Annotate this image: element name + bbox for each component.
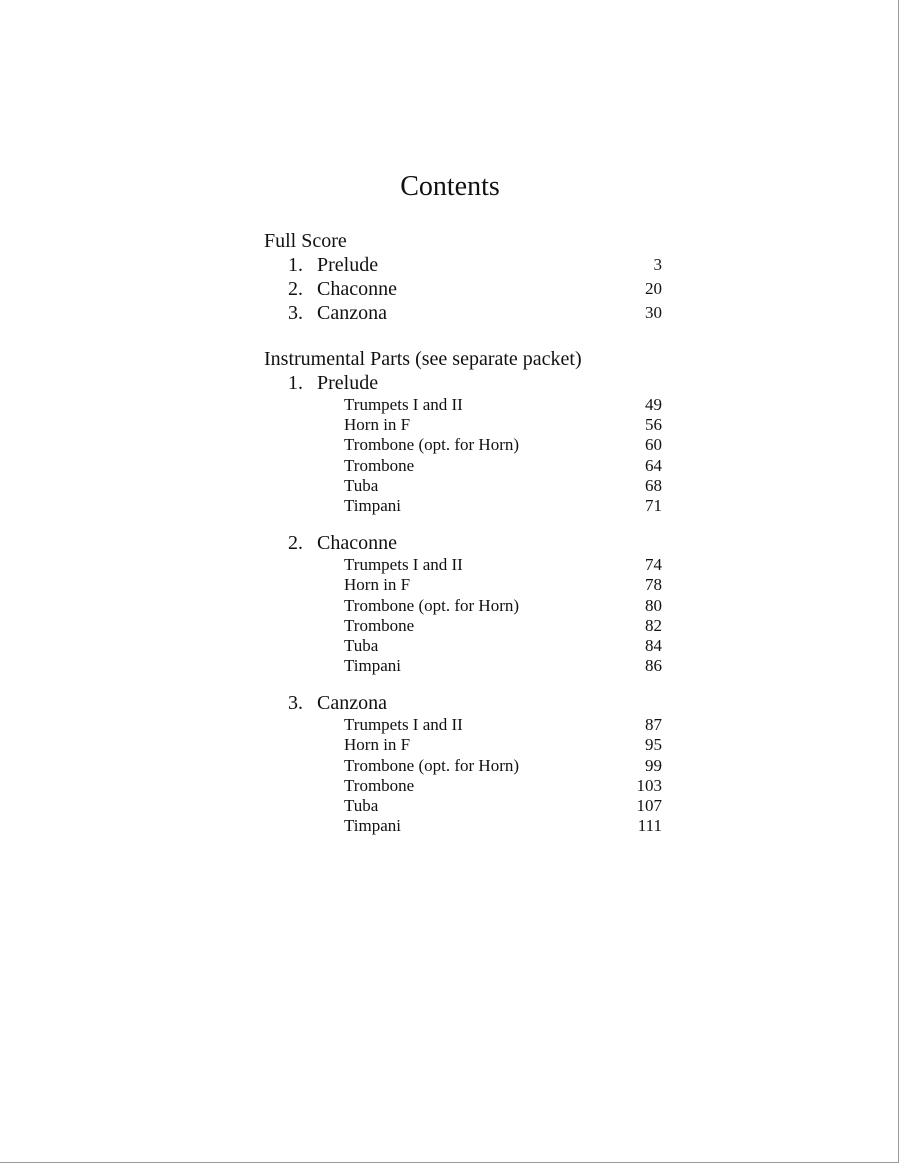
part-entry[interactable] (264, 796, 662, 816)
table-of-contents (264, 229, 662, 836)
movement-number: 1. (288, 372, 303, 394)
entry-page-number: 30 (645, 303, 662, 322)
part-entry[interactable] (264, 496, 662, 516)
part-page-number: 107 (636, 796, 662, 815)
instrumental-parts-heading: Instrumental Parts (see separate packet) (264, 348, 582, 370)
part-page-number: 111 (637, 816, 662, 836)
full-score-entry-chaconne[interactable] (264, 277, 662, 301)
part-label: Horn in F (344, 415, 411, 435)
part-entry[interactable] (264, 756, 662, 776)
full-score-entry-prelude[interactable] (264, 253, 662, 277)
part-page-number: 87 (645, 715, 662, 735)
part-page-number: 99 (645, 755, 662, 775)
part-entry[interactable] (264, 596, 662, 616)
part-entry[interactable] (264, 395, 662, 415)
part-page-number: 49 (645, 395, 662, 414)
part-page-number: 103 (636, 775, 662, 795)
movement-label: Prelude (317, 372, 379, 394)
entry-page-number: 20 (645, 279, 662, 298)
part-label: Trombone (opt. for Horn) (344, 435, 520, 455)
section-spacer (264, 325, 662, 347)
part-label: Trombone (344, 455, 415, 475)
part-page-number: 68 (645, 475, 662, 495)
part-label: Horn in F (344, 575, 411, 595)
part-label: Tuba (344, 796, 379, 815)
part-entry[interactable] (264, 656, 662, 676)
entry-page-number: 3 (653, 255, 662, 274)
part-label: Trumpets I and II (344, 555, 463, 575)
movement-heading-prelude (264, 371, 662, 395)
part-entry[interactable] (264, 616, 662, 636)
part-label: Tuba (344, 475, 379, 495)
full-score-entry-canzona[interactable] (264, 301, 662, 325)
part-page-number: 84 (645, 635, 662, 655)
part-label: Timpani (344, 495, 402, 515)
entry-label: Prelude (317, 254, 379, 276)
movement-number: 2. (288, 532, 303, 555)
part-entry[interactable] (264, 476, 662, 496)
part-entry[interactable] (264, 776, 662, 796)
movement-label: Canzona (317, 692, 387, 715)
part-label: Trumpets I and II (344, 395, 463, 414)
part-label: Trombone (opt. for Horn) (344, 755, 520, 775)
part-label: Horn in F (344, 735, 411, 755)
entry-number: 1. (288, 254, 303, 276)
part-label: Trombone (344, 775, 415, 795)
entry-label: Canzona (317, 302, 387, 324)
part-entry[interactable] (264, 715, 662, 735)
part-label: Timpani (344, 656, 402, 676)
entry-label: Chaconne (317, 278, 397, 300)
page-title: Contents (400, 171, 500, 202)
part-page-number: 78 (645, 575, 662, 595)
part-page-number: 60 (645, 435, 662, 455)
part-page-number: 74 (645, 555, 662, 575)
part-entry[interactable] (264, 435, 662, 455)
part-entry[interactable] (264, 415, 662, 435)
part-page-number: 56 (645, 415, 662, 435)
part-page-number: 64 (645, 455, 662, 475)
entry-number: 3. (288, 302, 303, 324)
movement-spacer (264, 676, 662, 691)
movement-heading-chaconne (264, 531, 662, 555)
movement-spacer (264, 516, 662, 531)
part-entry[interactable] (264, 555, 662, 575)
part-page-number: 82 (645, 615, 662, 635)
part-label: Trombone (opt. for Horn) (344, 595, 520, 615)
full-score-heading: Full Score (264, 230, 347, 252)
part-page-number: 95 (645, 735, 662, 755)
part-page-number: 80 (645, 595, 662, 615)
part-label: Trumpets I and II (344, 715, 463, 735)
part-page-number: 71 (645, 495, 662, 515)
entry-number: 2. (288, 278, 303, 300)
movement-heading-canzona (264, 691, 662, 715)
part-label: Timpani (344, 816, 402, 836)
movement-number: 3. (288, 692, 303, 715)
movement-label: Chaconne (317, 532, 397, 555)
part-page-number: 86 (645, 656, 662, 676)
part-entry[interactable] (264, 816, 662, 836)
part-label: Trombone (344, 615, 415, 635)
part-entry[interactable] (264, 456, 662, 476)
part-entry[interactable] (264, 735, 662, 755)
part-entry[interactable] (264, 636, 662, 656)
part-label: Tuba (344, 635, 379, 655)
part-entry[interactable] (264, 575, 662, 595)
